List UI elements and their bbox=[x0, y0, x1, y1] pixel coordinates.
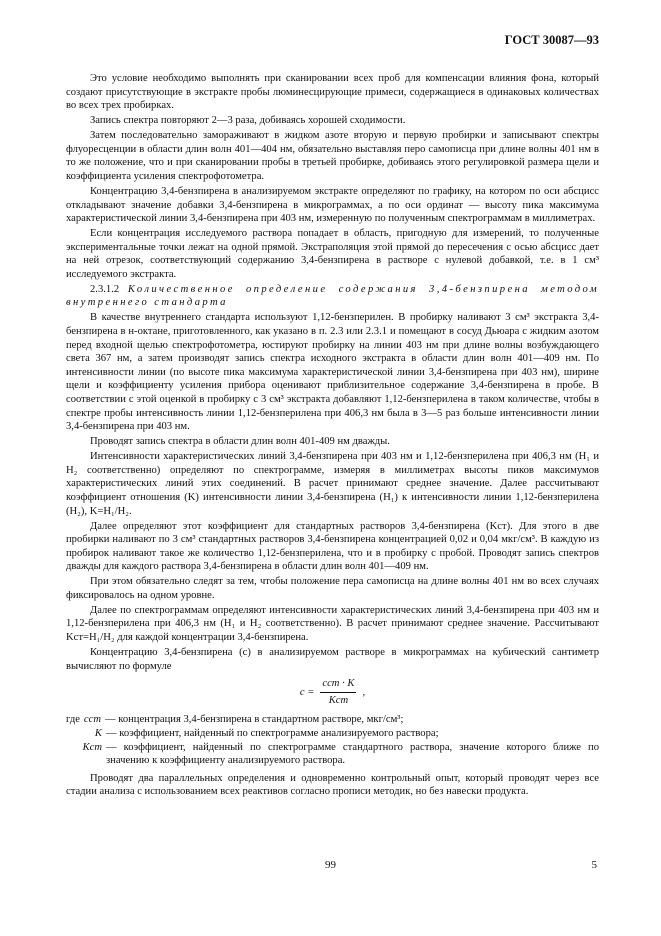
formula-denominator: Kст bbox=[328, 694, 349, 706]
where-word: где bbox=[66, 714, 80, 726]
paragraph: При этом обязательно следят за тем, чтобы положение пера самописца на длине волны 401 нм во всех случаях фиксировалось на одном уровне. bbox=[66, 576, 599, 601]
paragraph: Проводят два параллельных определения и одновременно контрольный опыт, который проводят через все стадии анализа с использованием всех реактивов согласно прописи методик, но без навески продукта. bbox=[66, 772, 599, 798]
formula-trail: , bbox=[362, 686, 366, 698]
paragraph: Это условие необходимо выполнять при сканировании всех проб для компенсации влияния фона, который создают присутствующие в экстракте пробы люминесцирующие примеси, содержащиеся в одинаковых количествах во всех трех пробирках. bbox=[66, 73, 599, 112]
paragraph: Концентрацию 3,4-бензпирена (c) в анализируемом растворе в микрограммах на кубический сантиметр вычисляют по формуле bbox=[66, 647, 599, 672]
document-id: ГОСТ 30087—93 bbox=[504, 33, 599, 47]
definition-text: — концентрация 3,4-бензпирена в стандартном растворе, мкг/см³; bbox=[104, 714, 404, 726]
definition-text: — коэффициент, найденный по спектрограмме анализируемого раствора; bbox=[106, 728, 439, 739]
section-title: Количественное определение содержания 3,4-бензпирена методом внутреннего стандарта bbox=[66, 283, 599, 309]
section-number: 2.3.1.2 bbox=[90, 283, 120, 295]
definition-text: — коэффициент, найденный по спектрограмме стандартного раствора, значение которого ближе по значению к коэффициенту анализируемого раствора. bbox=[106, 741, 599, 767]
paragraph: Если концентрация исследуемого раствора попадает в область, пригодную для измерений, то полученные экспериментальные точки лежат на одной прямой. Экстраполяция этой прямой до пересечения с осью абсцисс дает на ней отрезок, соответствующий содержанию 3,4-бензпирена в растворе с нулевой добавкой, т.е. в 1 см³ исследуемого экстракта. bbox=[66, 228, 599, 280]
paragraph: Проводят запись спектра в области длин волн 401-409 нм дважды. bbox=[90, 436, 390, 448]
formula bbox=[66, 677, 599, 707]
paragraph: Запись спектра повторяют 2—3 раза, добиваясь хорошей сходимости. bbox=[90, 115, 406, 127]
sheet-number: 5 bbox=[591, 859, 597, 871]
formula-lhs: c = bbox=[299, 686, 315, 698]
definition-row bbox=[66, 727, 599, 741]
page-body bbox=[66, 72, 599, 800]
definition-symbol: K bbox=[94, 728, 102, 739]
definitions-list bbox=[66, 713, 599, 767]
paragraph: Концентрацию 3,4-бензпирена в анализируемом экстракте определяют по графику, на котором по оси абсцисс откладывают значение добавки 3,4-бензпирена в микрограммах, а по оси ординат — высоту пика максимума характеристической линии 3,4-бензпирена при 403 нм, измеренную по полученным спектрограммам в миллиметрах. bbox=[66, 185, 599, 225]
section-heading bbox=[66, 283, 599, 310]
paragraph: Далее по спектрограммам определяют интенсивности характеристических линий 3,4-бензпирена при 403 нм и 1,12-бензперилена при 406,3 нм (H₁ и H₂ соответственно). В расчет принимают среднее значение. Рассчитывают Kст=H₁/H₂ для каждой концентрации 3,4-бензпирена. bbox=[66, 604, 599, 644]
definition-symbol: cст bbox=[83, 714, 101, 726]
paragraph: В качестве внутреннего стандарта используют 1,12-бензперилен. В пробирку наливают 3 см³ экстракта 3,4-бензпирена в н-октане, приготовленного, как указано в п. 2.3 или 2.3.1 и помещают в сосуд Дьюара с жидким азотом перед входной щелью спектрофотометра, юстируют пробирку на линии 403 нм при длине волны возбуждающего света 367 нм, а затем производят запись спектра исходного экстракта в области длин волн 401—409 нм. По интенсивности линии (по высоте пика максимума характеристической линии 3,4-бензпирена при 403 нм), ширине щели и коэффициенту усиления прибора оценивают приблизительное содержание 3,4-бензпирена в пробе. В соответствии с этой оценкой в пробирку с 3 см³ экстракта добавляют 1,12-бензперилена в таком количестве, чтобы в спектре пробы интенсивность линии 1,12-бензперилена при 406,3 нм была в 3—5 раз больше интенсивности линии 3,4-бензпирена при 403 нм. bbox=[66, 312, 599, 433]
paragraph: Затем последовательно замораживают в жидком азоте вторую и первую пробирки и записывают спектры флуоресценции в области длин волн 401—404 нм, обязательно выставляя перо самописца при длине волны 401 нм в то же положение, что и при сканировании пробы в третьей пробирке, добиваясь этого регулировкой размера щели и коэффициента усиления спектрофотометра. bbox=[66, 130, 599, 182]
paragraph: Интенсивности характеристических линий 3,4-бензпирена при 403 нм и 1,12-бензперилена при 406,3 нм (H₁ и H₂ соответственно) определяют по спектрограмме, измеряя в миллиметрах высоты пиков максимумов характеристических линий этих соединений. В расчет принимают среднее значение. Далее рассчитывают коэффициент отношения (K) интенсивности линии 3,4-бензпирена (H₁) к интенсивности линии 1,12-бензперилена (H₂), K=H₁/H₂. bbox=[66, 451, 599, 517]
definition-row bbox=[66, 713, 599, 727]
definition-row bbox=[66, 741, 599, 768]
formula-numerator: cст · K bbox=[320, 677, 356, 693]
paragraph: Далее определяют этот коэффициент для стандартных растворов 3,4-бензпирена (Kст). Для этого в две пробирки наливают по 3 см³ стандартных растворов 3,4-бензпирена концентрацией 0,02 и 0,04 мкг/см³. В каждую из пробирок наливают такое же количество 1,12-бензперилена, что и в пробирку с пробой. Проводят запись спектров дважды для каждого раствора 3,4-бензпирена в области длин волн 401—409 нм. bbox=[66, 520, 599, 573]
page-number: 99 bbox=[325, 859, 336, 871]
definition-symbol: Kст bbox=[82, 741, 102, 753]
formula-fraction bbox=[320, 677, 356, 707]
